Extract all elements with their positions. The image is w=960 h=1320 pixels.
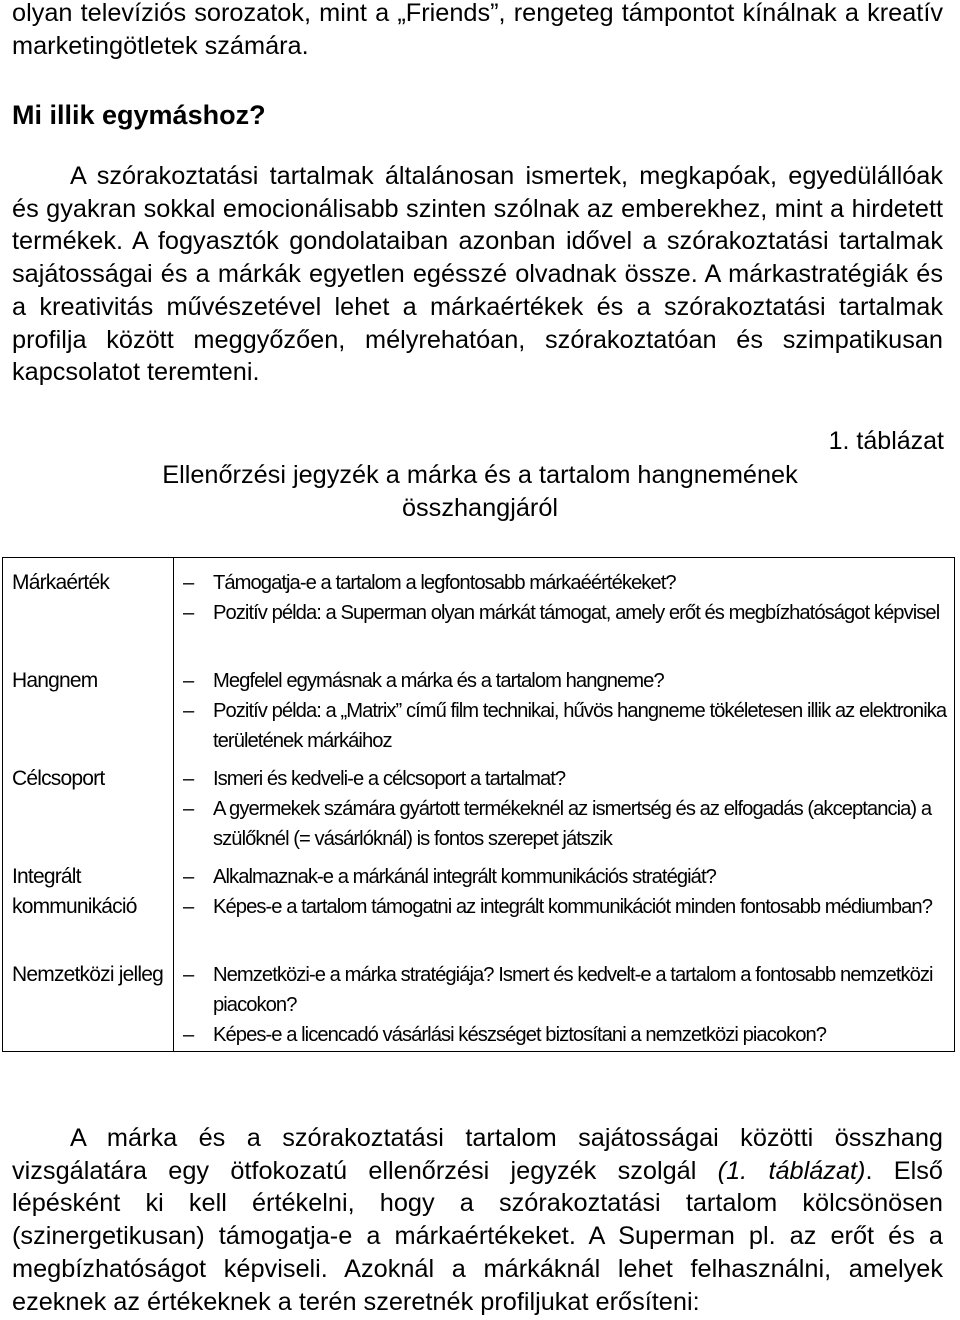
dash-bullet: – bbox=[183, 602, 194, 624]
item-text: Megfelel egymásnak a márka és a tartalom hangneme? bbox=[213, 670, 664, 692]
dash-bullet: – bbox=[183, 798, 194, 820]
section-heading: Mi illik egymáshoz? bbox=[12, 100, 266, 130]
list-item bbox=[183, 598, 953, 628]
table-number: 1. táblázat bbox=[828, 427, 944, 455]
dash-bullet: – bbox=[183, 896, 194, 918]
item-text: Nemzetközi-e a márka stratégiája? Ismert és kedvelt-e a tartalom a fontosabb nemzetközi piacokon? bbox=[213, 964, 933, 1016]
item-text: Ismeri és kedveli-e a célcsoport a tartalmat? bbox=[213, 768, 566, 790]
table-reference: (1. táblázat) bbox=[717, 1156, 866, 1185]
list-item bbox=[183, 666, 953, 696]
paragraph-body: A szórakoztatási tartalmak általánosan ismertek, megkapóak, egyedülállóak és gyakran sokkal emocionálisabb szinten szólnak az emberekhez, mint a hirdetett termékek. A fogyasztók gondolataiban azonban idővel a szórakoztatási tartalmak sajátosságai és a márkák egyetlen egésszé olvadnak össze. A márkastratégiák és a kreativitás művészetével lehet a márkaértékek és a szórakoztatási tartalmak profilja között meggyőzően, mélyrehatóan, szórakoztatóan és szimpatikusan kapcsolatot teremteni. bbox=[12, 162, 943, 387]
item-text: Pozitív példa: a „Matrix” című film technikai, hűvös hangneme tökéletesen illik az elektronika területének márkáihoz bbox=[213, 700, 947, 752]
paragraph-intro: olyan televíziós sorozatok, mint a „Friends”, rengeteg támpontot kínálnak a kreatív marketingötletek számára. bbox=[12, 0, 943, 60]
list-item bbox=[183, 862, 953, 892]
dash-bullet: – bbox=[183, 700, 194, 722]
row-label: Integrált kommunikáció bbox=[12, 865, 137, 918]
row-label: Márkaérték bbox=[12, 571, 110, 594]
dash-bullet: – bbox=[183, 866, 194, 888]
column-divider bbox=[173, 558, 174, 1051]
table-caption bbox=[60, 459, 900, 525]
item-text: Támogatja-e a tartalom a legfontosabb márkaéértékeket? bbox=[213, 572, 676, 594]
checklist-table bbox=[2, 557, 955, 1052]
row-items bbox=[183, 862, 953, 922]
list-item bbox=[183, 764, 953, 794]
item-text: Képes-e a licencadó vásárlási készséget biztosítani a nemzetközi piacokon? bbox=[213, 1024, 827, 1046]
paragraph-text: A márka és a szórakoztatási tartalom sajátosságai közötti összhang vizsgálatára egy ötfokozatú ellenőrzési jegyzék szolgál bbox=[12, 1124, 943, 1185]
row-label: Célcsoport bbox=[12, 767, 105, 790]
item-text: Alkalmaznak-e a márkánál integrált kommunikációs stratégiát? bbox=[213, 866, 716, 888]
row-label: Nemzetközi jelleg bbox=[12, 963, 163, 986]
row-items bbox=[183, 568, 953, 628]
list-item bbox=[183, 892, 953, 922]
dash-bullet: – bbox=[183, 572, 194, 594]
item-text: Pozitív példa: a Superman olyan márkát támogat, amely erőt és megbízhatóságot képvisel bbox=[213, 602, 940, 624]
list-item bbox=[183, 696, 953, 756]
row-label: Hangnem bbox=[12, 669, 98, 692]
list-item bbox=[183, 794, 953, 854]
row-items bbox=[183, 764, 953, 854]
row-items bbox=[183, 960, 953, 1050]
dash-bullet: – bbox=[183, 768, 194, 790]
table-caption-line2: összhangjáról bbox=[401, 494, 559, 522]
list-item bbox=[183, 1020, 953, 1050]
dash-bullet: – bbox=[183, 670, 194, 692]
item-text: Képes-e a tartalom támogatni az integrált kommunikációt minden fontosabb médiumban? bbox=[213, 896, 932, 918]
paragraph-conclusion bbox=[12, 1122, 943, 1318]
list-item bbox=[183, 568, 953, 598]
table-caption-line1: Ellenőrzési jegyzék a márka és a tartalom hangnemének bbox=[162, 461, 798, 489]
item-text: A gyermekek számára gyártott termékeknél az ismertség és az elfogadás (akceptancia) a szülőknél (= vásárlóknál) is fontos szerepet játszik bbox=[213, 798, 932, 850]
list-item bbox=[183, 960, 953, 1020]
dash-bullet: – bbox=[183, 964, 194, 986]
paragraph-text: . Első lépésként ki kell értékelni, hogy a szórakoztatási tartalom kölcsönösen (szinergetikusan) támogatja-e a márkaértékeket. A Superman pl. az erőt és a megbízhatóságot képviseli. Azoknál a márkáknál lehet felhasználni, amelyek ezeknek az értékeknek a terén szeretnék profiljukat erősíteni: bbox=[12, 1156, 944, 1316]
dash-bullet: – bbox=[183, 1024, 194, 1046]
row-items bbox=[183, 666, 953, 756]
